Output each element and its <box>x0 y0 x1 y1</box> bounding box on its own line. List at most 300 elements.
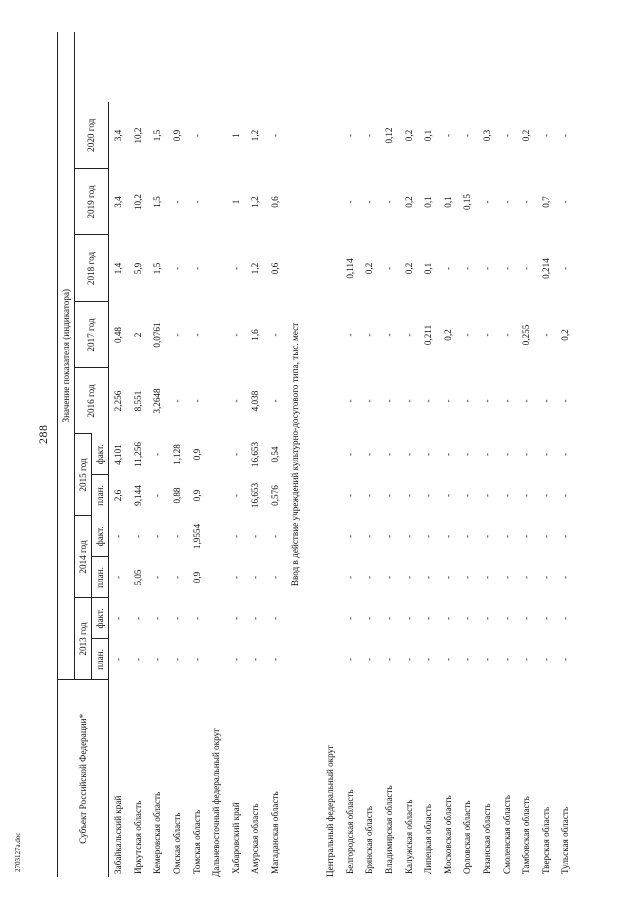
value-cell: 0,15 <box>462 193 473 211</box>
value-cell: - <box>384 575 395 580</box>
value-cell: - <box>501 133 512 138</box>
value-cell: - <box>481 657 492 662</box>
region-name: Магаданская область <box>270 791 281 874</box>
value-cell: - <box>521 452 532 457</box>
empty-cell <box>360 32 380 102</box>
value-cell: - <box>462 575 473 580</box>
value-cell: - <box>540 493 551 498</box>
value-cell: 1,6 <box>250 329 261 341</box>
value-cell: 0,1 <box>423 262 434 275</box>
value-cell: - <box>501 452 512 457</box>
value-cell: - <box>521 200 532 204</box>
value-cell: 4,101 <box>113 444 124 465</box>
value-cell: - <box>521 266 532 271</box>
federal-district-row <box>207 32 227 877</box>
value-cell: - <box>481 493 492 498</box>
empty-cell <box>536 32 556 102</box>
value-cell: 10,2 <box>132 127 143 144</box>
value-cell: - <box>540 575 551 580</box>
value-cell: 1,4 <box>113 262 124 275</box>
subject-column-header: Субъект Российской Федерации* <box>58 680 109 877</box>
region-row <box>129 32 149 877</box>
empty-cell <box>109 32 129 102</box>
value-cell: 0,255 <box>521 324 532 346</box>
value-cell: - <box>481 399 492 403</box>
value-cell: 0,214 <box>540 258 551 279</box>
value-cell: - <box>501 657 512 662</box>
value-cell: 0,54 <box>270 446 281 463</box>
value-cell: - <box>442 616 453 621</box>
value-cell: 1,5 <box>152 196 163 208</box>
page-number: 288 <box>36 424 50 444</box>
empty-cell <box>439 32 459 102</box>
value-cell: 0,2 <box>521 129 532 142</box>
value-cell: - <box>560 534 571 539</box>
value-cell: - <box>442 452 453 457</box>
value-cell: - <box>442 657 453 662</box>
value-cell: - <box>270 616 281 621</box>
value-cell: 0,1 <box>423 129 434 142</box>
value-cell: - <box>230 399 241 403</box>
value-cell: - <box>501 575 512 580</box>
federal-district-row <box>321 32 341 877</box>
region-name: Забайкальский край <box>113 795 124 874</box>
region-name: Владимирская область <box>384 785 395 874</box>
value-cell: 5,05 <box>132 569 143 586</box>
value-cell: - <box>230 266 241 271</box>
empty-cell <box>266 32 286 102</box>
value-cell: 8,551 <box>132 390 143 412</box>
rotated-table-area <box>57 32 587 877</box>
value-cell: - <box>270 333 281 337</box>
value-cell: 0,7 <box>540 196 551 208</box>
value-cell: 0,9 <box>191 489 202 502</box>
empty-cell <box>380 32 400 102</box>
value-cell: - <box>462 534 473 539</box>
value-cell: - <box>344 452 355 457</box>
value-cell: 0,0761 <box>152 322 163 348</box>
value-cell: 0,6 <box>270 262 281 275</box>
region-row <box>478 32 498 877</box>
value-cell: - <box>270 575 281 580</box>
value-cell: - <box>540 333 551 337</box>
value-cell: - <box>364 657 375 662</box>
value-cell: - <box>152 493 163 498</box>
empty-cell <box>129 32 149 102</box>
value-cell: - <box>230 493 241 498</box>
value-cell: - <box>560 133 571 138</box>
value-cell: - <box>540 657 551 662</box>
value-cell: - <box>250 534 261 539</box>
value-cell: - <box>384 616 395 621</box>
value-cell: - <box>423 575 434 580</box>
value-cell: - <box>521 616 532 621</box>
value-cell: 10,2 <box>132 193 143 211</box>
year-2020-header: 2020 год <box>75 102 109 169</box>
value-cell: - <box>442 266 453 271</box>
value-cell: - <box>462 493 473 498</box>
value-cell: 0,2 <box>403 262 414 275</box>
value-cell: - <box>152 452 163 457</box>
value-cell: - <box>384 333 395 337</box>
empty-cell <box>148 32 168 102</box>
region-name: Хабаровский край <box>230 802 241 874</box>
region-row <box>227 32 247 877</box>
value-cell: - <box>423 452 434 457</box>
region-row <box>109 32 129 877</box>
value-cell: - <box>442 133 453 138</box>
value-cell: - <box>403 452 414 457</box>
value-cell: - <box>230 616 241 621</box>
empty-cells <box>321 32 341 680</box>
value-cell: - <box>191 133 202 138</box>
value-cell: - <box>152 657 163 662</box>
value-cell: - <box>501 266 512 271</box>
region-name: Кемеровская область <box>152 791 163 874</box>
value-cell: 1,9554 <box>191 523 202 550</box>
value-cell: - <box>113 657 124 662</box>
value-cell: - <box>403 575 414 580</box>
value-cell: - <box>344 200 355 204</box>
value-cell: - <box>344 534 355 539</box>
value-cell: - <box>462 657 473 662</box>
value-cell: 0,2 <box>403 196 414 208</box>
empty-cell <box>497 32 517 102</box>
value-cell: - <box>521 575 532 580</box>
value-cell: - <box>230 452 241 457</box>
value-cell: - <box>560 399 571 403</box>
value-cell: - <box>462 452 473 457</box>
value-cell: - <box>481 200 492 204</box>
value-cell: - <box>501 534 512 539</box>
region-name: Рязанская область <box>481 803 492 874</box>
value-cell: - <box>540 534 551 539</box>
region-row <box>536 32 556 877</box>
region-name: Калужская область <box>403 799 414 874</box>
region-row <box>419 32 439 877</box>
value-cell: - <box>191 657 202 662</box>
empty-cell <box>168 32 188 102</box>
federal-district-name: Центральный федеральный округ <box>325 745 336 877</box>
region-name: Смоленская область <box>501 795 512 874</box>
year-2019-header: 2019 год <box>75 169 109 235</box>
value-cell: 0,2 <box>442 329 453 341</box>
value-cell: - <box>364 452 375 457</box>
value-cell: - <box>172 575 183 580</box>
value-cell: 0,2 <box>364 262 375 275</box>
value-cell: - <box>560 657 571 662</box>
value-cell: - <box>384 534 395 539</box>
value-cell: - <box>423 493 434 498</box>
region-row <box>497 32 517 877</box>
value-cell: - <box>191 333 202 337</box>
value-cell: - <box>344 493 355 498</box>
value-cell: 1 <box>230 133 241 138</box>
value-cell: - <box>521 493 532 498</box>
region-row <box>341 32 361 877</box>
value-cell: - <box>501 493 512 498</box>
value-cell: - <box>230 534 241 539</box>
value-cell: 0,211 <box>423 324 434 346</box>
value-cell: - <box>560 575 571 580</box>
region-name: Липецкая область <box>423 804 434 874</box>
region-name: Тамбовская область <box>521 796 532 874</box>
value-cell: - <box>364 493 375 498</box>
value-cell: - <box>462 266 473 271</box>
fact-2015-header: факт. <box>92 434 109 475</box>
value-cell: 16,653 <box>250 441 261 468</box>
value-cell: - <box>423 399 434 403</box>
value-cell: - <box>501 399 512 403</box>
value-cell: - <box>172 200 183 204</box>
year-2013-header: 2013 год <box>75 598 92 680</box>
value-cell: - <box>270 133 281 138</box>
region-name: Орловская область <box>462 800 473 874</box>
indicator-header: Значение показателя (индикатора) <box>58 32 75 680</box>
region-name: Московская область <box>442 795 453 874</box>
value-cell: 1 <box>230 199 241 205</box>
value-cell: - <box>540 133 551 138</box>
region-name: Амурская область <box>250 803 261 874</box>
value-cell: 0,3 <box>481 129 492 142</box>
value-cell: - <box>172 266 183 271</box>
region-row <box>517 32 537 877</box>
value-cell: - <box>191 266 202 271</box>
empty-cell <box>187 32 207 102</box>
year-2018-header: 2018 год <box>75 235 109 302</box>
value-cell: - <box>270 399 281 403</box>
value-cell: 0,114 <box>344 258 355 279</box>
value-cell: - <box>423 534 434 539</box>
value-cell: 2 <box>132 332 143 338</box>
value-cell: - <box>364 575 375 580</box>
value-cell: 1,5 <box>152 129 163 142</box>
plan-2015-header: план. <box>92 475 109 516</box>
value-cell: - <box>521 399 532 403</box>
value-cell: - <box>442 399 453 403</box>
value-cell: - <box>344 399 355 403</box>
value-cell: - <box>403 657 414 662</box>
region-row <box>168 32 188 877</box>
region-name: Тверская область <box>540 806 551 874</box>
value-cell: - <box>191 399 202 403</box>
year-2015-header: 2015 год <box>75 434 92 516</box>
value-cell: 0,9 <box>191 448 202 461</box>
value-cell: - <box>501 333 512 337</box>
value-cell: - <box>481 452 492 457</box>
value-cell: - <box>521 534 532 539</box>
value-cell: - <box>560 452 571 457</box>
value-cell: - <box>384 657 395 662</box>
year-2014-header: 2014 год <box>75 516 92 598</box>
empty-cell <box>419 32 439 102</box>
value-cell: - <box>172 399 183 403</box>
value-cell: 0,9 <box>172 129 183 142</box>
fact-2013-header: факт. <box>92 598 109 639</box>
value-cell: - <box>344 133 355 138</box>
section-title: Ввод в действие учреждений культурно-досугового типа, тыс. мест <box>289 322 300 587</box>
value-cell: - <box>481 534 492 539</box>
value-cell: - <box>132 657 143 662</box>
value-cell: - <box>501 616 512 621</box>
value-cell: 0,2 <box>560 329 571 341</box>
value-cell: - <box>560 616 571 621</box>
value-cell: - <box>250 657 261 662</box>
empty-cell <box>399 32 419 102</box>
region-row <box>187 32 207 877</box>
value-cell: 4,038 <box>250 390 261 412</box>
value-cell: - <box>384 399 395 403</box>
value-cell: - <box>423 657 434 662</box>
value-cell: 3,4 <box>113 129 124 142</box>
value-cell: 1,5 <box>152 262 163 275</box>
value-cell: - <box>442 575 453 580</box>
empty-cell <box>458 32 478 102</box>
value-cell: - <box>364 616 375 621</box>
value-cell: - <box>521 657 532 662</box>
value-cell: 0,88 <box>172 487 183 504</box>
table-body <box>109 32 576 877</box>
value-cell: - <box>481 333 492 337</box>
value-cell: - <box>172 657 183 662</box>
value-cell: - <box>501 200 512 204</box>
value-cell: - <box>113 616 124 621</box>
value-cell: - <box>462 399 473 403</box>
value-cell: - <box>423 616 434 621</box>
value-cell: - <box>230 575 241 580</box>
region-row <box>266 32 286 877</box>
region-row <box>458 32 478 877</box>
value-cell: - <box>172 333 183 337</box>
value-cell: - <box>364 534 375 539</box>
value-cell: 0,12 <box>384 127 395 144</box>
value-cell: - <box>481 266 492 271</box>
value-cell: 3,4 <box>113 196 124 208</box>
value-cell: - <box>344 616 355 621</box>
value-cell: - <box>132 616 143 621</box>
value-cell: - <box>384 266 395 271</box>
region-row <box>148 32 168 877</box>
plan-2014-header: план. <box>92 557 109 598</box>
value-cell: - <box>230 657 241 662</box>
value-cell: - <box>270 657 281 662</box>
value-cell: - <box>403 399 414 403</box>
empty-cell <box>556 32 576 102</box>
value-cell: - <box>384 493 395 498</box>
value-cell: - <box>152 534 163 539</box>
value-cell: 1,2 <box>250 262 261 275</box>
empty-cell <box>246 32 266 102</box>
value-cell: - <box>384 200 395 204</box>
value-cell: - <box>403 493 414 498</box>
value-cell: - <box>560 200 571 204</box>
value-cell: - <box>442 534 453 539</box>
value-cell: - <box>364 133 375 138</box>
value-cell: - <box>384 452 395 457</box>
value-cell: - <box>152 575 163 580</box>
value-cell: - <box>481 616 492 621</box>
document-filename: 2703127a.doc <box>14 832 22 872</box>
indicator-table <box>57 32 576 877</box>
value-cell: 1,2 <box>250 129 261 142</box>
plan-2013-header: план. <box>92 639 109 680</box>
value-cell: 9,144 <box>132 485 143 506</box>
region-name: Белгородская область <box>344 789 355 874</box>
region-name: Тульская область <box>560 806 571 874</box>
value-cell: 11,256 <box>132 442 143 467</box>
region-name: Иркутская область <box>132 800 143 874</box>
value-cell: - <box>540 399 551 403</box>
value-cell: 0,9 <box>191 571 202 584</box>
value-cell: 0,576 <box>270 485 281 506</box>
value-cell: - <box>540 616 551 621</box>
value-cell: 0,48 <box>113 326 124 344</box>
value-cell: - <box>481 575 492 580</box>
value-cell: 0,2 <box>403 129 414 142</box>
region-row <box>399 32 419 877</box>
year-2016-header: 2016 год <box>75 368 109 434</box>
value-cell: - <box>172 534 183 539</box>
value-cell: - <box>560 493 571 498</box>
value-cell: - <box>270 534 281 539</box>
value-cell: - <box>442 493 453 498</box>
region-row <box>439 32 459 877</box>
spacer-row <box>305 32 321 877</box>
value-cell: 5,9 <box>132 262 143 275</box>
region-name: Брянская область <box>364 806 375 874</box>
value-cell: - <box>560 266 571 271</box>
value-cell: - <box>191 616 202 621</box>
year-2017-header: 2017 год <box>75 302 109 368</box>
region-row <box>380 32 400 877</box>
value-cell: - <box>462 616 473 621</box>
value-cell: - <box>364 399 375 403</box>
empty-cells <box>207 32 227 680</box>
value-cell: 1,2 <box>250 196 261 208</box>
value-cell: - <box>403 534 414 539</box>
value-cell: - <box>132 534 143 539</box>
value-cell: 2,6 <box>113 489 124 502</box>
region-row <box>556 32 576 877</box>
region-row <box>360 32 380 877</box>
empty-cell <box>517 32 537 102</box>
region-name: Томская область <box>191 809 202 874</box>
spacer-cell <box>305 32 321 877</box>
value-cell: - <box>113 575 124 580</box>
value-cell: - <box>113 534 124 539</box>
value-cell: - <box>364 333 375 337</box>
value-cell: - <box>364 200 375 204</box>
value-cell: - <box>344 333 355 337</box>
value-cell: - <box>191 200 202 204</box>
fact-2014-header: факт. <box>92 516 109 557</box>
value-cell: 3,2648 <box>152 388 163 414</box>
value-cell: - <box>250 575 261 580</box>
value-cell: 2,256 <box>113 390 124 412</box>
value-cell: - <box>250 616 261 621</box>
value-cell: - <box>403 616 414 621</box>
value-cell: - <box>172 616 183 621</box>
empty-cell <box>227 32 247 102</box>
value-cell: - <box>462 333 473 337</box>
value-cell: 0,1 <box>423 196 434 208</box>
region-row <box>246 32 266 877</box>
value-cell: 1,128 <box>172 444 183 465</box>
empty-cell <box>341 32 361 102</box>
value-cell: - <box>540 452 551 457</box>
value-cell: 0,1 <box>442 196 453 208</box>
section-row <box>285 32 305 877</box>
